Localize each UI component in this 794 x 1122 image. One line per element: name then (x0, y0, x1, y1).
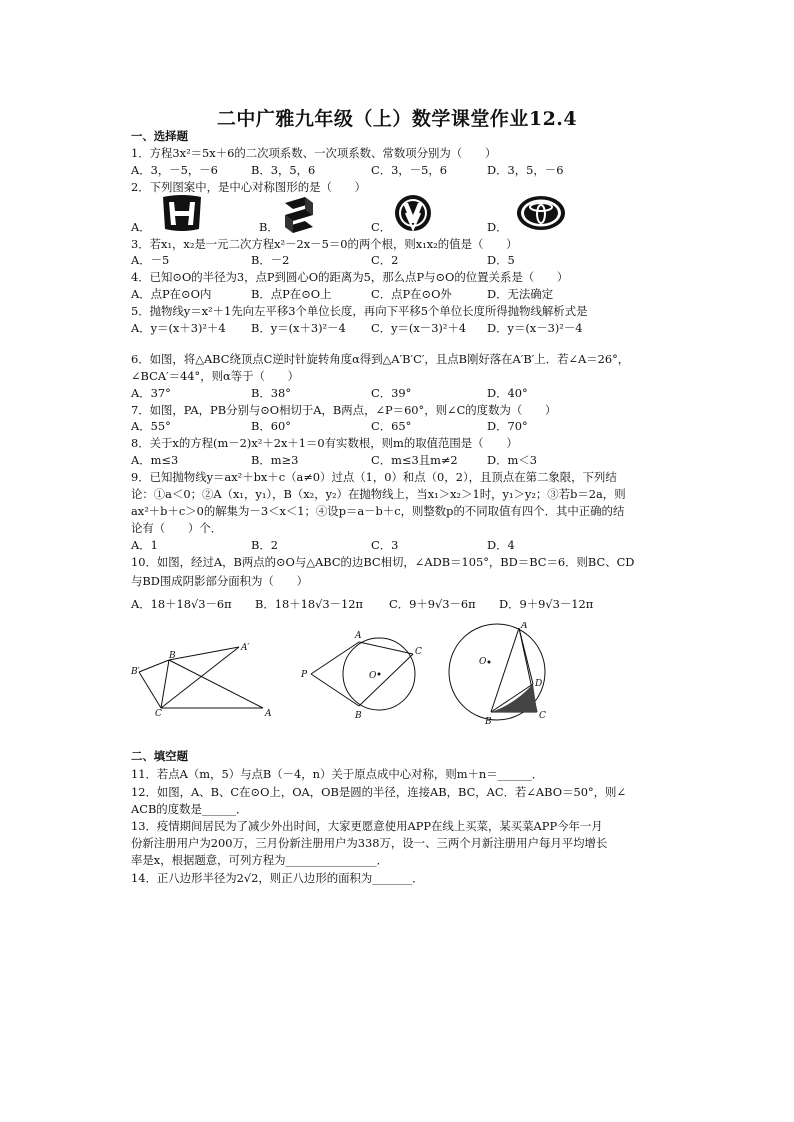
fig3-label-b: B (485, 717, 492, 727)
section-heading-fill-in: 二、填空题 (131, 749, 188, 763)
option-c: C．3，－5，6 (371, 163, 448, 177)
toyota-logo-icon (515, 193, 567, 233)
fig3-label-a: A (521, 622, 528, 631)
question-8: 8．关于x的方程(m－2)x²＋2x＋1＝0有实数根，则m的取值范围是（ ） (131, 436, 518, 450)
figures-row (131, 622, 631, 728)
fig1-label-b: B (169, 651, 176, 661)
question-10-options (131, 596, 671, 612)
option-a: A．m≤3 (131, 453, 179, 467)
question-13-line-1: 13．疫情期间居民为了减少外出时间，大家更愿意使用APP在线上买菜，某买菜APP今年一月 (131, 819, 603, 833)
option-d: D．40° (487, 386, 528, 400)
option-a: A．55° (131, 419, 171, 433)
option-c: C．m≤3且m≠2 (371, 453, 458, 467)
option-a: A．3，－5，－6 (131, 163, 218, 177)
fig1-label-c: C (155, 709, 162, 718)
option-d: D．9＋9√3－12π (499, 597, 594, 611)
fig3-label-d: D (535, 679, 543, 689)
question-11: 11．若点A（m，5）与点B（－4，n）关于原点成中心对称，则m＋n＝______． (131, 767, 544, 781)
question-6-options (131, 385, 671, 401)
option-a: A． (131, 220, 151, 234)
option-d: D．70° (487, 419, 528, 433)
question-6-line-1: 6．如图，将△ABC绕顶点C逆时针旋转角度α得到△A′B′C′，且点B刚好落在A′B′上．若∠A＝26°， (131, 352, 630, 366)
fig1-label-b-prime: B′ (131, 667, 140, 677)
figure-rotated-triangles (131, 622, 281, 718)
option-d: D．m＜3 (487, 453, 537, 467)
option-c: C．y＝(x－3)²＋4 (371, 321, 467, 335)
fig3-label-c: C (539, 711, 546, 721)
question-14: 14．正八边形半径为2√2，则正八边形的面积为_______． (131, 871, 424, 885)
suzuki-logo-icon (279, 193, 319, 233)
honda-logo-icon (159, 193, 205, 233)
option-a: A．37° (131, 386, 171, 400)
option-d: D．3，5，－6 (487, 163, 564, 177)
option-b: B．38° (251, 386, 291, 400)
volkswagen-logo-icon (393, 193, 433, 233)
fig2-label-b: B (355, 711, 362, 721)
option-a: A．点P在⊙O内 (131, 287, 212, 301)
question-2: 2．下列图案中，是中心对称图形的是（ ） (131, 180, 367, 194)
question-12-line-2: ACB的度数是______． (131, 802, 248, 816)
question-1: 1．方程3x²＝5x＋6的二次项系数、一次项系数、常数项分别为（ ） (131, 146, 497, 160)
question-9-options (131, 537, 671, 553)
question-3-options (131, 252, 671, 268)
option-c: C．39° (371, 386, 412, 400)
question-7-options (131, 418, 671, 434)
option-d: D．无法确定 (487, 287, 554, 301)
question-12-line-1: 12．如图，A、B、C在⊙O上，OA，OB是圆的半径，连接AB，BC，AC．若∠ABO＝50°，则∠ (131, 785, 626, 799)
page-title: 二中广雅九年级（上）数学课堂作业12.4 (216, 108, 578, 130)
question-4-options (131, 286, 671, 302)
option-d: D．5 (487, 253, 515, 267)
question-9-line-3: ax²＋b＋c＞0的解集为－3＜x＜1；④设p＝a－b＋c，则整数p的不同取值有四个．其中正确的结 (131, 504, 625, 518)
option-b: B．y＝(x＋3)²－4 (251, 321, 346, 335)
question-4: 4．已知⊙O的半径为3，点P到圆心O的距离为5，那么点P与⊙O的位置关系是（ ） (131, 270, 569, 284)
option-d: D．y＝(x－3)²－4 (487, 321, 583, 335)
option-c: C． (371, 220, 392, 234)
option-b: B．2 (251, 538, 279, 552)
fig2-label-p: P (301, 670, 308, 680)
fig1-label-a: A (265, 709, 272, 718)
question-2-logos (131, 193, 671, 235)
option-d: D． (487, 220, 508, 234)
question-5: 5．抛物线y＝x²＋1先向左平移3个单位长度，再向下平移5个单位长度所得抛物线解析式是 (131, 304, 588, 318)
question-5-options (131, 320, 671, 336)
question-9-line-1: 9．已知抛物线y＝ax²＋bx＋c（a≠0）过点（1，0）和点（0，2），且顶点在第二象限，下列结 (131, 470, 617, 484)
question-6-line-2: ∠BCA′＝44°，则α等于（ ） (131, 369, 300, 383)
option-c: C．点P在⊙O外 (371, 287, 452, 301)
option-c: C．3 (371, 538, 399, 552)
option-c: C．2 (371, 253, 399, 267)
option-a: A．18＋18√3－6π (131, 597, 232, 611)
option-b: B． (259, 220, 279, 234)
question-10-line-1: 10．如图，经过A，B两点的⊙O与△ABC的边BC相切，∠ADB＝105°，BD＝BC＝6．则BC、CD (131, 555, 635, 569)
figure-tangents-circle (301, 622, 431, 722)
option-b: B．m≥3 (251, 453, 299, 467)
fig1-label-a-prime: A′ (241, 643, 250, 653)
option-b: B．点P在⊙O上 (251, 287, 332, 301)
option-a: A．1 (131, 538, 158, 552)
option-b: B．18＋18√3－12π (255, 597, 364, 611)
option-a: A．－5 (131, 253, 170, 267)
question-1-options (131, 162, 671, 178)
question-9-line-4: 论有（ ）个． (131, 521, 223, 535)
option-b: B．60° (251, 419, 291, 433)
fig3-label-o: O (479, 657, 487, 667)
question-7: 7．如图，PA，PB分别与⊙O相切于A，B两点，∠P＝60°，则∠C的度数为（ ） (131, 403, 557, 417)
option-a: A．y＝(x＋3)²＋4 (131, 321, 226, 335)
figure-circle-shaded (445, 622, 565, 728)
question-13-line-3: 率是x，根据题意，可列方程为________________． (131, 853, 389, 867)
option-c: C．65° (371, 419, 412, 433)
question-3: 3．若x₁，x₂是一元二次方程x²－2x－5＝0的两个根，则x₁x₂的值是（ ） (131, 237, 518, 251)
question-13-line-2: 份新注册用户为200万，三月份新注册用户为338万，设一、三两个月新注册用户每月平均增长 (131, 836, 608, 850)
option-c: C．9＋9√3－6π (389, 597, 476, 611)
fig2-label-a: A (355, 631, 362, 641)
option-d: D．4 (487, 538, 515, 552)
fig2-label-o: O (369, 671, 377, 681)
question-8-options (131, 452, 671, 468)
option-b: B．3，5，6 (251, 163, 316, 177)
question-9-line-2: 论：①a＜0；②A（x₁，y₁），B（x₂，y₂）在抛物线上，当x₁＞x₂＞1时，y₁＞y₂；③若b＝2a，则 (131, 487, 626, 501)
option-b: B．－2 (251, 253, 290, 267)
section-heading-choice: 一、选择题 (131, 129, 188, 143)
fig2-label-c: C (415, 647, 422, 657)
question-10-line-2: 与BD围成阴影部分面积为（ ） (131, 574, 308, 588)
